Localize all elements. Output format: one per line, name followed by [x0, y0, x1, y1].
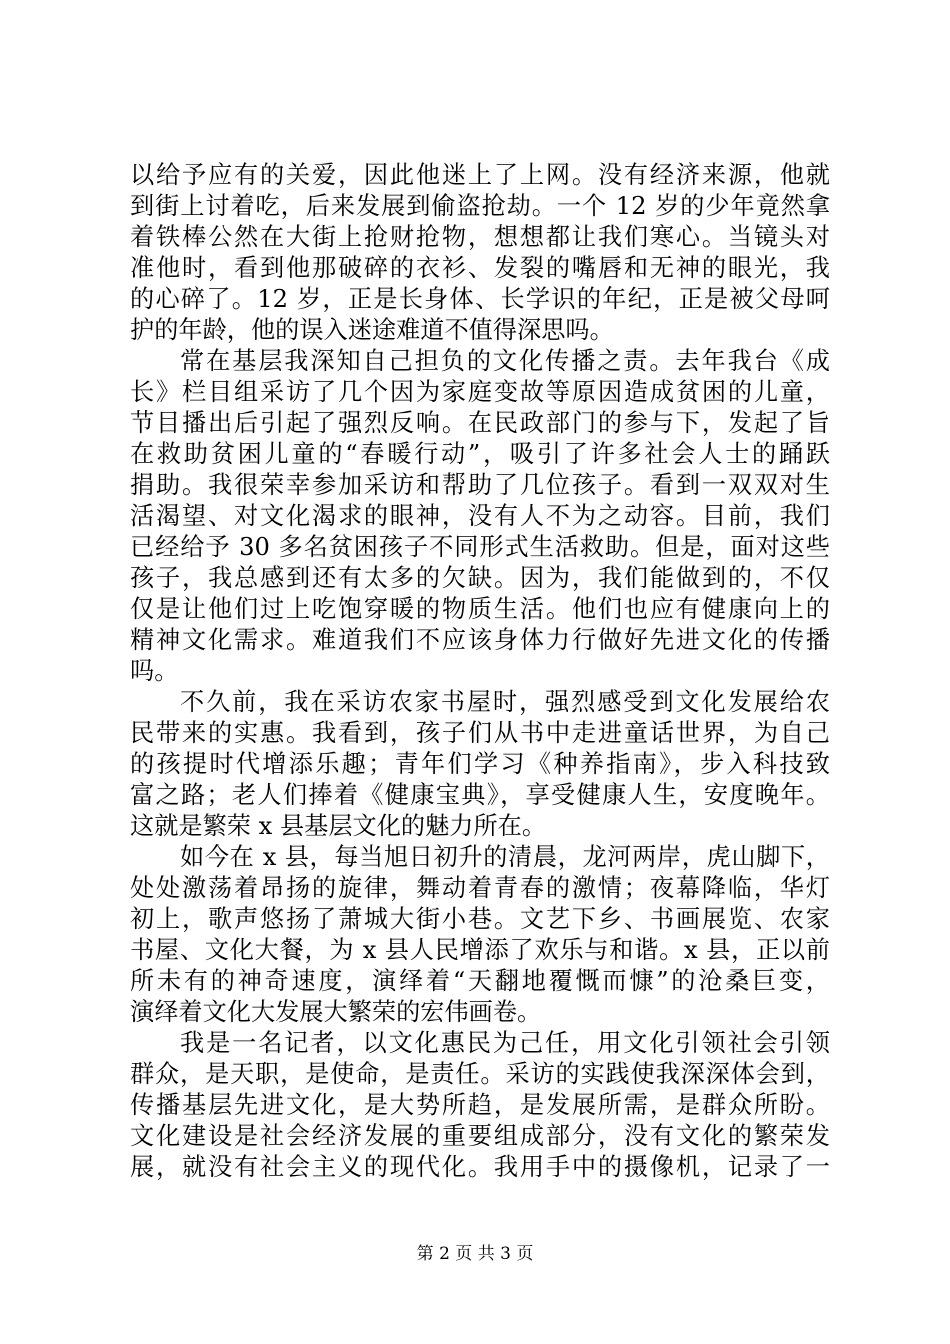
paragraph-first-line: 不久前，我在采访农家书屋时，强烈感受到文化发展给农 — [180, 688, 830, 716]
paragraph-first-line: 如今在 x 县，每当旭日初升的清晨，龙河两岸，虎山脚下， — [180, 843, 830, 871]
text-line: 准他时，看到他那破碎的衣衫、发裂的嘴唇和无神的眼光，我 — [130, 254, 830, 282]
text-line: 的孩提时代增添乐趣；青年们学习《种养指南》，步入科技致 — [130, 750, 830, 778]
text-line: 处处激荡着昂扬的旋律，舞动着青春的激情；夜幕降临，华灯 — [130, 874, 830, 902]
text-line: 精神文化需求。难道我们不应该身体力行做好先进文化的传播 — [130, 626, 830, 654]
text-line: 初上，歌声悠扬了萧城大街小巷。文艺下乡、书画展览、农家 — [130, 905, 830, 933]
text-line: 长》栏目组采访了几个因为家庭变故等原因造成贫困的儿童， — [130, 378, 830, 406]
text-line: 吗。 — [130, 657, 179, 685]
body-text — [130, 160, 830, 1183]
text-line: 这就是繁荣 x 县基层文化的魅力所在。 — [130, 812, 547, 840]
text-line: 所未有的神奇速度，演绎着“天翻地覆慨而慷”的沧桑巨变， — [130, 967, 830, 995]
text-line: 以给予应有的关爱，因此他迷上了上网。没有经济来源，他就 — [130, 161, 830, 189]
text-line: 演绎着文化大发展大繁荣的宏伟画卷。 — [130, 998, 542, 1026]
text-line: 孩子，我总感到还有太多的欠缺。因为，我们能做到的，不仅 — [130, 564, 830, 592]
paragraph-first-line: 常在基层我深知自己担负的文化传播之责。去年我台《成 — [180, 347, 830, 375]
page-footer: 第 2 页 共 3 页 — [416, 1244, 534, 1264]
text-line: 护的年龄，他的误入迷途难道不值得深思吗。 — [130, 316, 614, 344]
text-line: 活渴望、对文化渴求的眼神，没有人不为之动容。目前，我们 — [130, 502, 830, 530]
text-line: 群众，是天职，是使命，是责任。采访的实践使我深深体会到， — [130, 1060, 830, 1088]
text-line: 书屋、文化大餐，为 x 县人民增添了欢乐与和谐。x 县，正以前 — [130, 936, 830, 964]
text-line: 富之路；老人们捧着《健康宝典》，享受健康人生，安度晚年。 — [130, 781, 830, 809]
text-line: 着铁棒公然在大街上抢财抢物，想想都让我们寒心。当镜头对 — [130, 223, 830, 251]
text-line: 到街上讨着吃，后来发展到偷盗抢劫。一个 12 岁的少年竟然拿 — [130, 192, 830, 220]
text-line: 民带来的实惠。我看到，孩子们从书中走进童话世界，为自己 — [130, 719, 830, 747]
text-line: 捐助。我很荣幸参加采访和帮助了几位孩子。看到一双双对生 — [130, 471, 830, 499]
text-line: 文化建设是社会经济发展的重要组成部分，没有文化的繁荣发 — [130, 1122, 830, 1150]
text-line: 传播基层先进文化，是大势所趋，是发展所需，是群众所盼。 — [130, 1091, 830, 1119]
text-line: 的心碎了。12 岁，正是长身体、长学识的年纪，正是被父母呵 — [130, 285, 830, 313]
text-line: 节目播出后引起了强烈反响。在民政部门的参与下，发起了旨 — [130, 409, 830, 437]
paragraph-first-line: 我是一名记者，以文化惠民为己任，用文化引领社会引领 — [180, 1029, 830, 1057]
text-line: 仅是让他们过上吃饱穿暖的物质生活。他们也应有健康向上的 — [130, 595, 830, 623]
text-line: 已经给予 30 多名贫困孩子不同形式生活救助。但是，面对这些 — [130, 533, 830, 561]
text-line: 在救助贫困儿童的“春暖行动”，吸引了许多社会人士的踊跃 — [130, 440, 830, 468]
text-line: 展，就没有社会主义的现代化。我用手中的摄像机，记录了一 — [130, 1153, 830, 1181]
